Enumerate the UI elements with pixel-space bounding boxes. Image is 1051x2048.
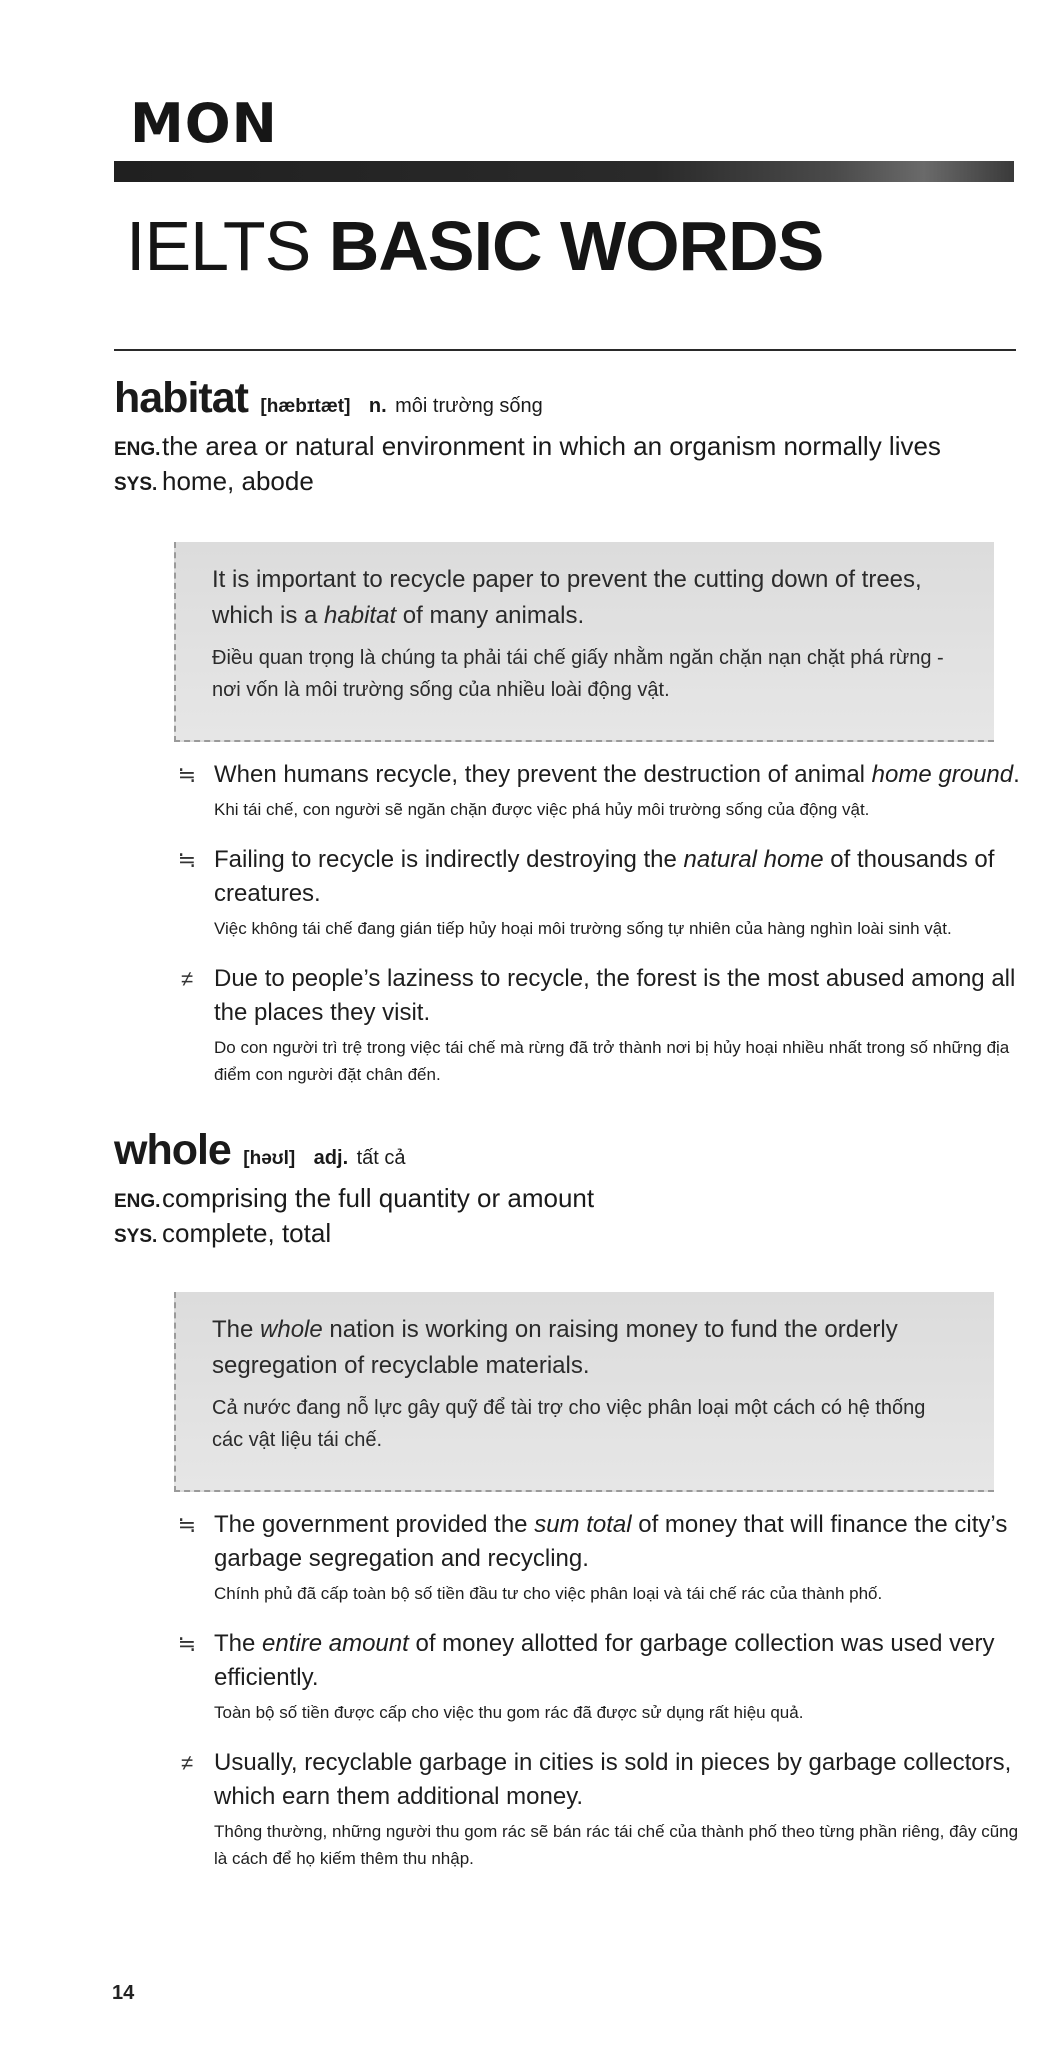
english-definition xyxy=(114,431,1034,462)
related-text: Failing to recycle is indirectly destroying the xyxy=(214,846,684,873)
related-english xyxy=(214,1508,1034,1576)
related-highlight: home ground xyxy=(871,761,1014,788)
related-sentences xyxy=(174,1508,1034,1892)
related-text: of money allotted for garbage collection was used very efficiently. xyxy=(214,1630,995,1691)
related-vietnamese: Toàn bộ số tiền được cấp cho việc thu gom rác đã được sử dụng rất hiệu quả. xyxy=(214,1703,804,1722)
related-item xyxy=(174,1746,1034,1872)
related-highlight: sum total xyxy=(534,1511,632,1538)
example-box xyxy=(174,1292,994,1492)
headword: whole xyxy=(114,1126,231,1174)
example-text: It is important to recycle paper to prevent the cutting down of trees, which is a xyxy=(212,566,922,629)
related-english xyxy=(214,758,1034,792)
related-text: When humans recycle, they prevent the destruction of animal xyxy=(214,761,872,788)
vocab-entry-whole xyxy=(114,1126,1034,1868)
english-definition-text: comprising the full quantity or amount xyxy=(162,1183,595,1213)
eng-tag: ENG. xyxy=(114,439,161,460)
related-vietnamese: Chính phủ đã cấp toàn bộ số tiền đầu tư cho việc phân loại và tái chế rác của thành phố. xyxy=(214,1584,883,1603)
english-definition xyxy=(114,1183,1034,1214)
synonyms xyxy=(114,466,1034,497)
header-bar xyxy=(114,161,1014,182)
similar-symbol-icon: ≒ xyxy=(177,1631,197,1656)
related-highlight: entire amount xyxy=(262,1630,409,1657)
related-item xyxy=(174,843,1034,942)
sys-tag: SYS. xyxy=(114,474,158,495)
synonyms xyxy=(114,1218,1034,1249)
related-vietnamese: Do con người trì trệ trong việc tái chế mà rừng đã trở thành nơi bị hủy hoại nhiều nhất trong số những địa điểm con người đặt chân đến. xyxy=(214,1038,1010,1084)
related-text: Due to people’s laziness to recycle, the forest is the most abused among all the places they visit. xyxy=(214,965,1016,1026)
example-box xyxy=(174,542,994,742)
similar-symbol-icon: ≒ xyxy=(177,1512,197,1537)
example-text: nation is working on raising money to fund the orderly segregation of recyclable materials. xyxy=(212,1316,898,1379)
related-item xyxy=(174,758,1034,823)
related-text: Usually, recyclable garbage in cities is sold in pieces by garbage collectors, which earn them additional money. xyxy=(214,1749,1012,1810)
pronunciation: [həʊl] xyxy=(243,1148,296,1169)
related-english xyxy=(214,1746,1034,1814)
page-number: 14 xyxy=(112,1982,135,2004)
page-title-light: IELTS xyxy=(126,207,329,285)
english-definition-text: the area or natural environment in which an organism normally lives xyxy=(162,431,941,461)
synonyms-text: complete, total xyxy=(162,1218,332,1248)
example-english xyxy=(212,562,954,634)
not-equal-symbol-icon: ≠ xyxy=(180,1750,194,1775)
eng-tag: ENG. xyxy=(114,1191,161,1212)
example-english xyxy=(212,1312,954,1384)
page-title-bold: BASIC WORDS xyxy=(328,207,824,285)
related-highlight: natural home xyxy=(683,846,824,873)
related-text: . xyxy=(1013,761,1020,788)
related-english xyxy=(214,962,1034,1030)
pronunciation: [hæbɪtæt] xyxy=(260,396,351,417)
title-rule xyxy=(114,349,1016,351)
related-text: of thousands of creatures. xyxy=(214,846,995,907)
similar-symbol-icon: ≒ xyxy=(177,762,197,787)
page-title xyxy=(126,206,823,286)
related-vietnamese: Việc không tái chế đang gián tiếp hủy hoại môi trường sống tự nhiên của hàng nghìn loài sinh vật. xyxy=(214,919,952,938)
synonyms-text: home, abode xyxy=(162,466,314,496)
example-highlight: habitat xyxy=(324,602,397,629)
related-text: The xyxy=(214,1630,263,1657)
headword: habitat xyxy=(114,374,248,422)
similar-symbol-icon: ≒ xyxy=(177,847,197,872)
related-vietnamese: Thông thường, những người thu gom rác sẽ bán rác tái chế của thành phố theo từng phần riêng, đây cũng là cách để họ kiếm thêm thu nhập. xyxy=(214,1822,1019,1868)
part-of-speech: adj. xyxy=(313,1147,349,1169)
related-english xyxy=(214,1627,1034,1695)
example-text: of many animals. xyxy=(396,602,585,629)
related-text: The government provided the xyxy=(214,1511,535,1538)
vietnamese-meaning: tất cả xyxy=(356,1147,406,1169)
related-english xyxy=(214,843,1034,911)
example-vietnamese: Điều quan trọng là chúng ta phải tái chế giấy nhằm ngăn chặn nạn chặt phá rừng - nơi vốn là môi trường sống của nhiều loài động vật. xyxy=(212,647,944,701)
word-line xyxy=(114,1126,1034,1175)
related-vietnamese: Khi tái chế, con người sẽ ngăn chặn được việc phá hủy môi trường sống của động vật. xyxy=(214,800,870,819)
vocab-entry-habitat xyxy=(114,374,1034,1084)
not-equal-symbol-icon: ≠ xyxy=(180,966,194,991)
related-item xyxy=(174,962,1034,1088)
example-text: The xyxy=(212,1316,261,1343)
related-sentences xyxy=(174,758,1034,1108)
example-highlight: whole xyxy=(260,1316,323,1343)
day-label: MON xyxy=(130,92,278,155)
related-item xyxy=(174,1627,1034,1726)
part-of-speech: n. xyxy=(368,395,387,417)
related-text: of money that will finance the city’s garbage segregation and recycling. xyxy=(214,1511,1008,1572)
example-vietnamese: Cả nước đang nỗ lực gây quỹ để tài trợ cho việc phân loại một cách có hệ thống các vật liệu tái chế. xyxy=(212,1397,926,1451)
word-line xyxy=(114,374,1034,423)
vietnamese-meaning: môi trường sống xyxy=(395,395,543,417)
sys-tag: SYS. xyxy=(114,1226,158,1247)
related-item xyxy=(174,1508,1034,1607)
